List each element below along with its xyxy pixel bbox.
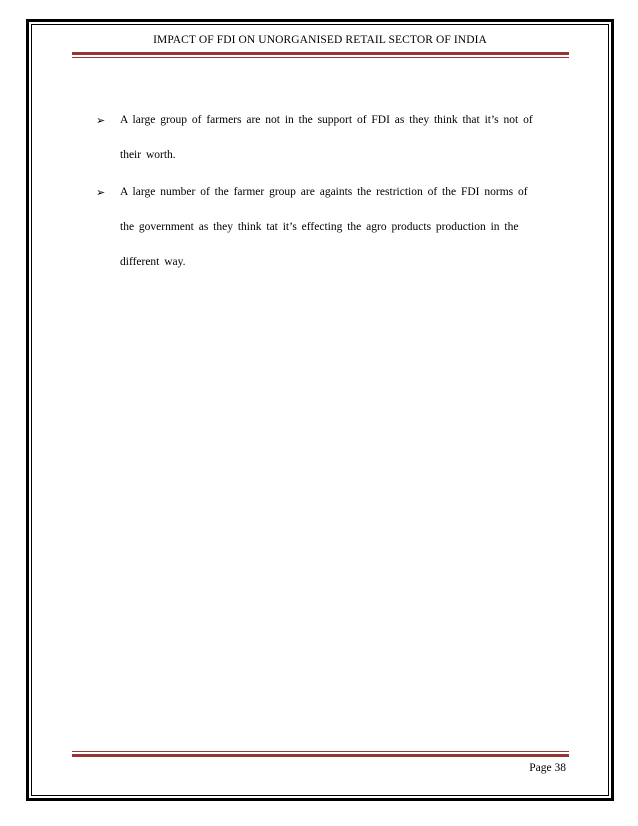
header-rule-thick [72,52,569,55]
footer-rule-thin [72,751,569,752]
page-number: Page 38 [529,762,566,774]
bullet-item [96,103,536,173]
arrow-bullet-icon: ➢ [96,114,106,127]
bullet-list [96,103,536,282]
bullet-item [96,175,536,280]
header-rule-thin [72,57,569,58]
footer-rule-thick [72,754,569,757]
arrow-bullet-icon: ➢ [96,186,106,199]
bullet-text: A large number of the farmer group are againts the restriction of the FDI norms of the government as they think tat it’s effecting the agro products production in the different way. [120,186,528,268]
bullet-text: A large group of farmers are not in the support of FDI as they think that it’s not of their worth. [120,114,533,161]
running-header: IMPACT OF FDI ON UNORGANISED RETAIL SECTOR OF INDIA [153,34,487,46]
